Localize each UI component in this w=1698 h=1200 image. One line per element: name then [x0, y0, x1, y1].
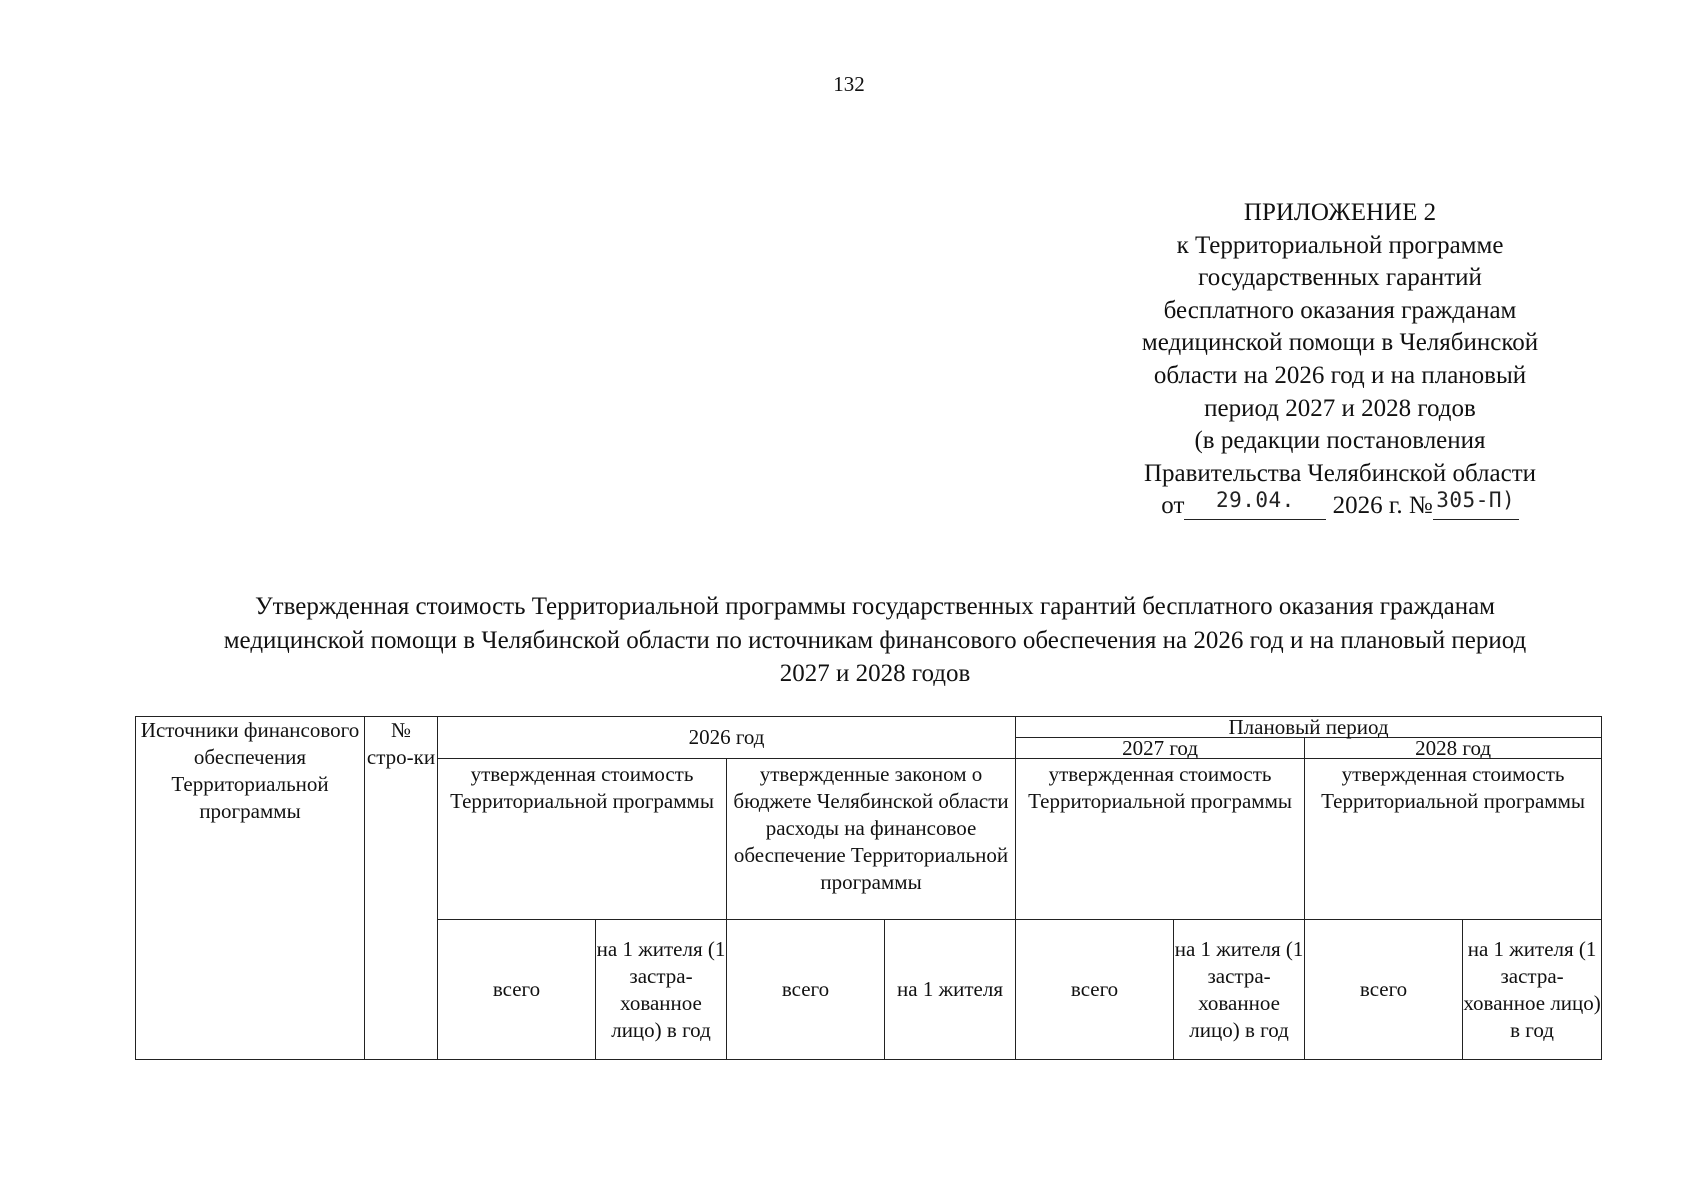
- document-title: [120, 590, 1630, 691]
- header-per-resident-2027: на 1 жителя (1 застра-хованное лицо) в год: [1174, 920, 1305, 1060]
- resolution-date-line: [1140, 490, 1540, 523]
- appendix-line: бесплатного оказания гражданам: [1163, 296, 1517, 324]
- number-fill-field: [1433, 488, 1519, 520]
- header-budget-law-expenses: утвержденные законом о бюджете Челябинской области расходы на финансовое обеспечение Территориальной программы: [727, 759, 1016, 920]
- header-per-resident-budget-law: на 1 жителя: [885, 920, 1016, 1060]
- title-line: Утвержденная стоимость Территориальной программы государственных гарантий бесплатного оказания гражданам: [254, 593, 1495, 620]
- title-line: медицинской помощи в Челябинской области по источникам финансового обеспечения на 2026 год и на плановый период: [223, 626, 1527, 654]
- appendix-line: Правительства Челябинской области: [1143, 459, 1537, 487]
- date-prefix: от: [1161, 492, 1185, 520]
- appendix-block: [1140, 197, 1540, 523]
- header-total-budget-law: всего: [727, 920, 885, 1060]
- appendix-line: области на 2026 год и на плановый: [1153, 361, 1527, 389]
- header-row-1: [136, 717, 1602, 738]
- header-year-2028: 2028 год: [1305, 738, 1602, 759]
- title-line: 2027 и 2028 годов: [779, 660, 971, 687]
- header-per-resident-2028: на 1 жителя (1 застра-хованное лицо) в год: [1463, 920, 1602, 1060]
- appendix-line: к Территориальной программе: [1176, 231, 1504, 259]
- header-approved-cost-2028: утвержденная стоимость Территориальной программы: [1305, 759, 1602, 920]
- header-row-number: № стро-ки: [365, 717, 438, 1060]
- header-year-2027: 2027 год: [1016, 738, 1305, 759]
- header-approved-cost-2026: утвержденная стоимость Территориальной программы: [438, 759, 727, 920]
- header-total-2027: всего: [1016, 920, 1174, 1060]
- number-stamp: 305-П): [1436, 488, 1516, 513]
- date-fill-field: [1184, 488, 1326, 520]
- appendix-line: медицинской помощи в Челябинской: [1141, 329, 1539, 357]
- appendix-line: (в редакции постановления: [1194, 427, 1486, 455]
- header-year-2026: 2026 год: [438, 717, 1016, 759]
- cost-table: [135, 716, 1602, 1060]
- year-number-text: 2026 г. №: [1332, 492, 1433, 520]
- header-approved-cost-2027: утвержденная стоимость Территориальной программы: [1016, 759, 1305, 920]
- appendix-heading: ПРИЛОЖЕНИЕ 2: [1243, 199, 1437, 226]
- header-per-resident-2026: на 1 жителя (1 застра-хованное лицо) в год: [596, 920, 727, 1060]
- header-total-2026: всего: [438, 920, 596, 1060]
- header-planning-period: Плановый период: [1016, 717, 1602, 738]
- date-stamp: 29.04.: [1215, 488, 1295, 513]
- header-total-2028: всего: [1305, 920, 1463, 1060]
- header-sources: Источники финансового обеспечения Территориальной программы: [136, 717, 365, 1060]
- appendix-line: государственных гарантий: [1198, 264, 1482, 292]
- appendix-line: период 2027 и 2028 годов: [1204, 394, 1476, 422]
- page-number: 132: [833, 72, 865, 96]
